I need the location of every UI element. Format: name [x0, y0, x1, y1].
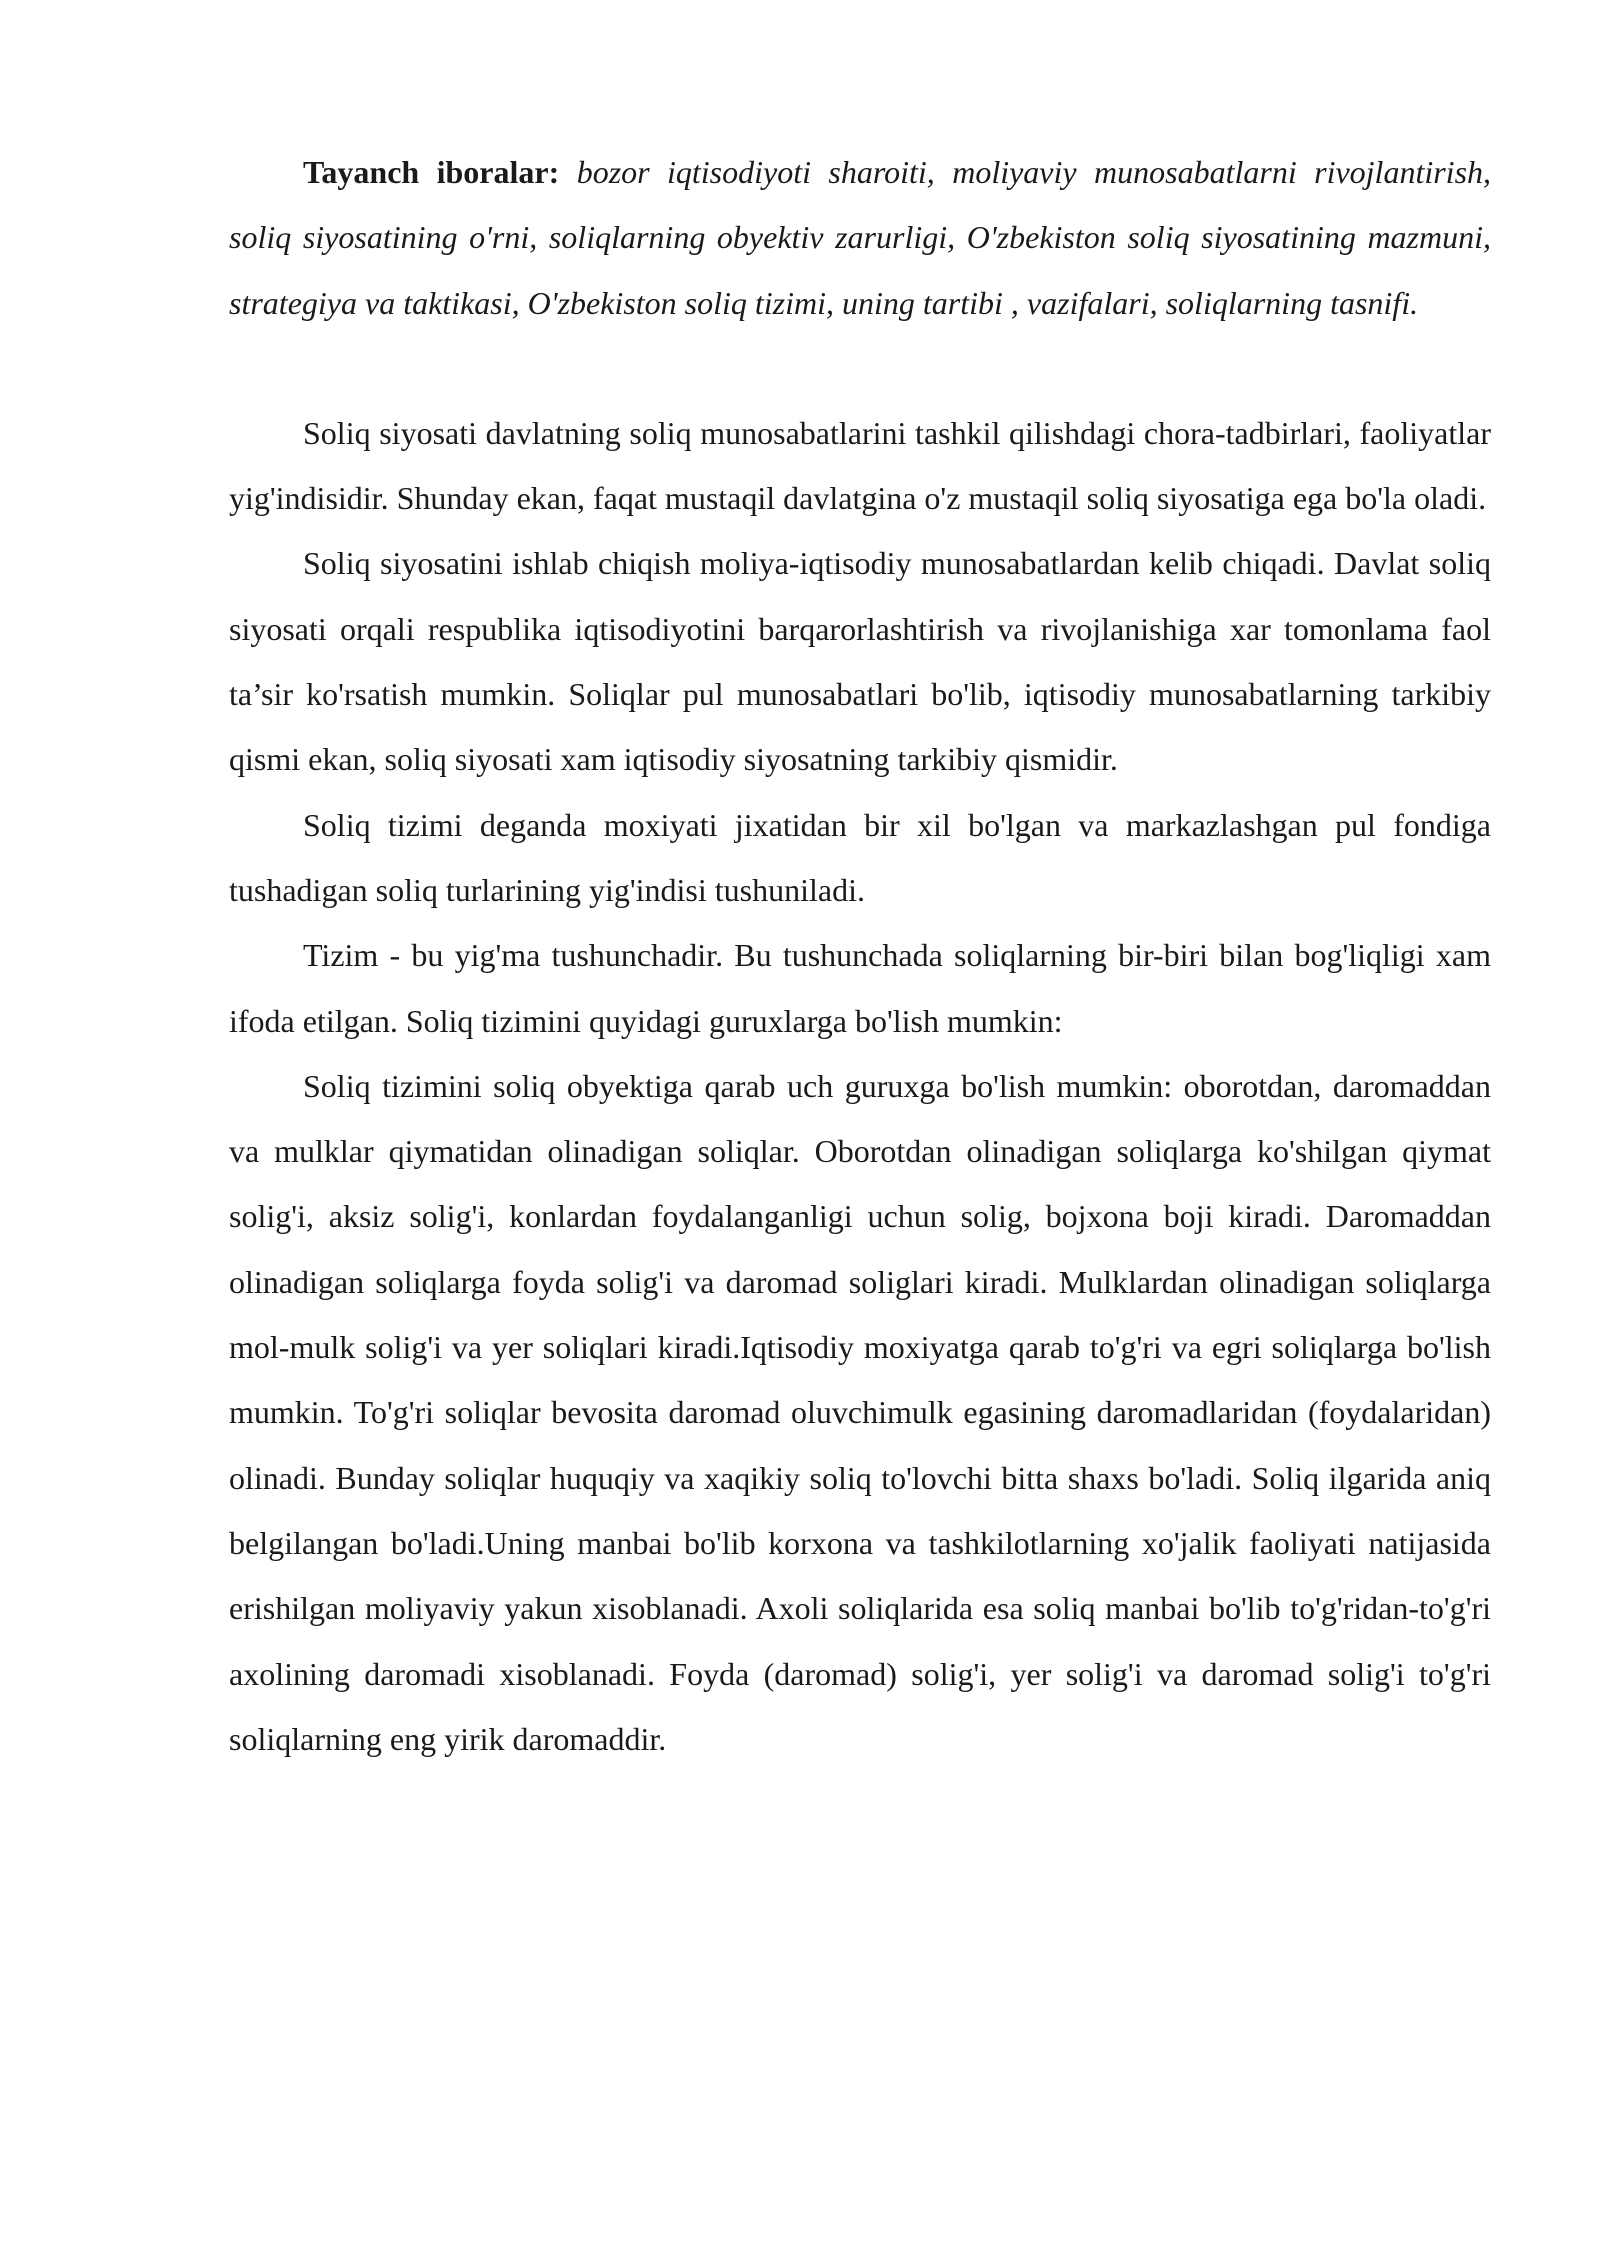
document-page	[229, 140, 1491, 1772]
keywords-paragraph	[229, 140, 1491, 336]
keywords-text: bozor iqtisodiyoti sharoiti, moliyaviy munosabatlarni rivojlantirish, soliq siyosatining o'rni, soliqlarning obyektiv zarurligi, O'zbekiston soliq siyosatining mazmuni, strategiya va taktikasi, O'zbekiston soliq tizimi, uning tartibi , vazifalari, soliqlarning tasnifi.	[229, 154, 1492, 321]
paragraph-tax-policy: Soliq siyosati davlatning soliq munosabatlarini tashkil qilishdagi chora-tadbirlari, faoliyatlar yig'indisidir. Shunday ekan, faqat mustaqil davlatgina o'z mustaqil soliq siyosatiga ega bo'la oladi.	[229, 414, 1491, 517]
paragraph-gap	[229, 336, 1491, 401]
paragraph-system-concept: Tizim - bu yig'ma tushunchadir. Bu tushunchada soliqlarning bir-biri bilan bog'liqligi xam ifoda etilgan. Soliq tizimini quyidagi guruxlarga bo'lish mumkin:	[229, 937, 1491, 1039]
keywords-label: Tayanch iboralar:	[303, 154, 560, 190]
paragraph-tax-classification: Soliq tizimini soliq obyektiga qarab uch guruxga bo'lish mumkin: oborotdan, daromaddan va mulklar qiymatidan olinadigan soliqlar. Oborotdan olinadigan soliqlarga ko'shilgan qiymat solig'i, aksiz solig'i, konlardan foydalanganligi uchun solig, bojxona boji kiradi. Daromaddan olinadigan soliqlarga foyda solig'i va daromad soliglari kiradi. Mulklardan olinadigan soliqlarga mol-mulk solig'i va yer soliqlari kiradi.Iqtisodiy moxiyatga qarab to'g'ri va egri soliqlarga bo'lish mumkin. To'g'ri soliqlar bevosita daromad oluvchimulk egasining daromadlaridan (foydalaridan) olinadi. Bunday soliqlar huquqiy va xaqikiy soliq to'lovchi bitta shaxs bo'ladi. Soliq ilgarida aniq belgilangan bo'ladi.Uning manbai bo'lib korxona va tashkilotlarning xo'jalik faoliyati natijasida erishilgan moliyaviy yakun xisoblanadi. Axoli soliqlarida esa soliq manbai bo'lib to'g'ridan-to'g'ri axolining daromadi xisoblanadi. Foyda (daromad) solig'i, yer solig'i va daromad solig'i to'g'ri soliqlarning eng yirik daromaddir.	[229, 1067, 1491, 1757]
paragraph-tax-system-definition: Soliq tizimi deganda moxiyati jixatidan bir xil bo'lgan va markazlashgan pul fondiga tushadigan soliq turlarining yig'indisi tushuniladi.	[229, 806, 1491, 908]
paragraph-tax-policy-development: Soliq siyosatini ishlab chiqish moliya-iqtisodiy munosabatlardan kelib chiqadi. Davlat soliq siyosati orqali respublika iqtisodiyotini barqarorlashtirish va rivojlanishiga xar tomonlama faol ta’sir ko'rsatish mumkin. Soliqlar pul munosabatlari bo'lib, iqtisodiy munosabatlarning tarkibiy qismi ekan, soliq siyosati xam iqtisodiy siyosatning tarkibiy qismidir.	[229, 545, 1491, 778]
